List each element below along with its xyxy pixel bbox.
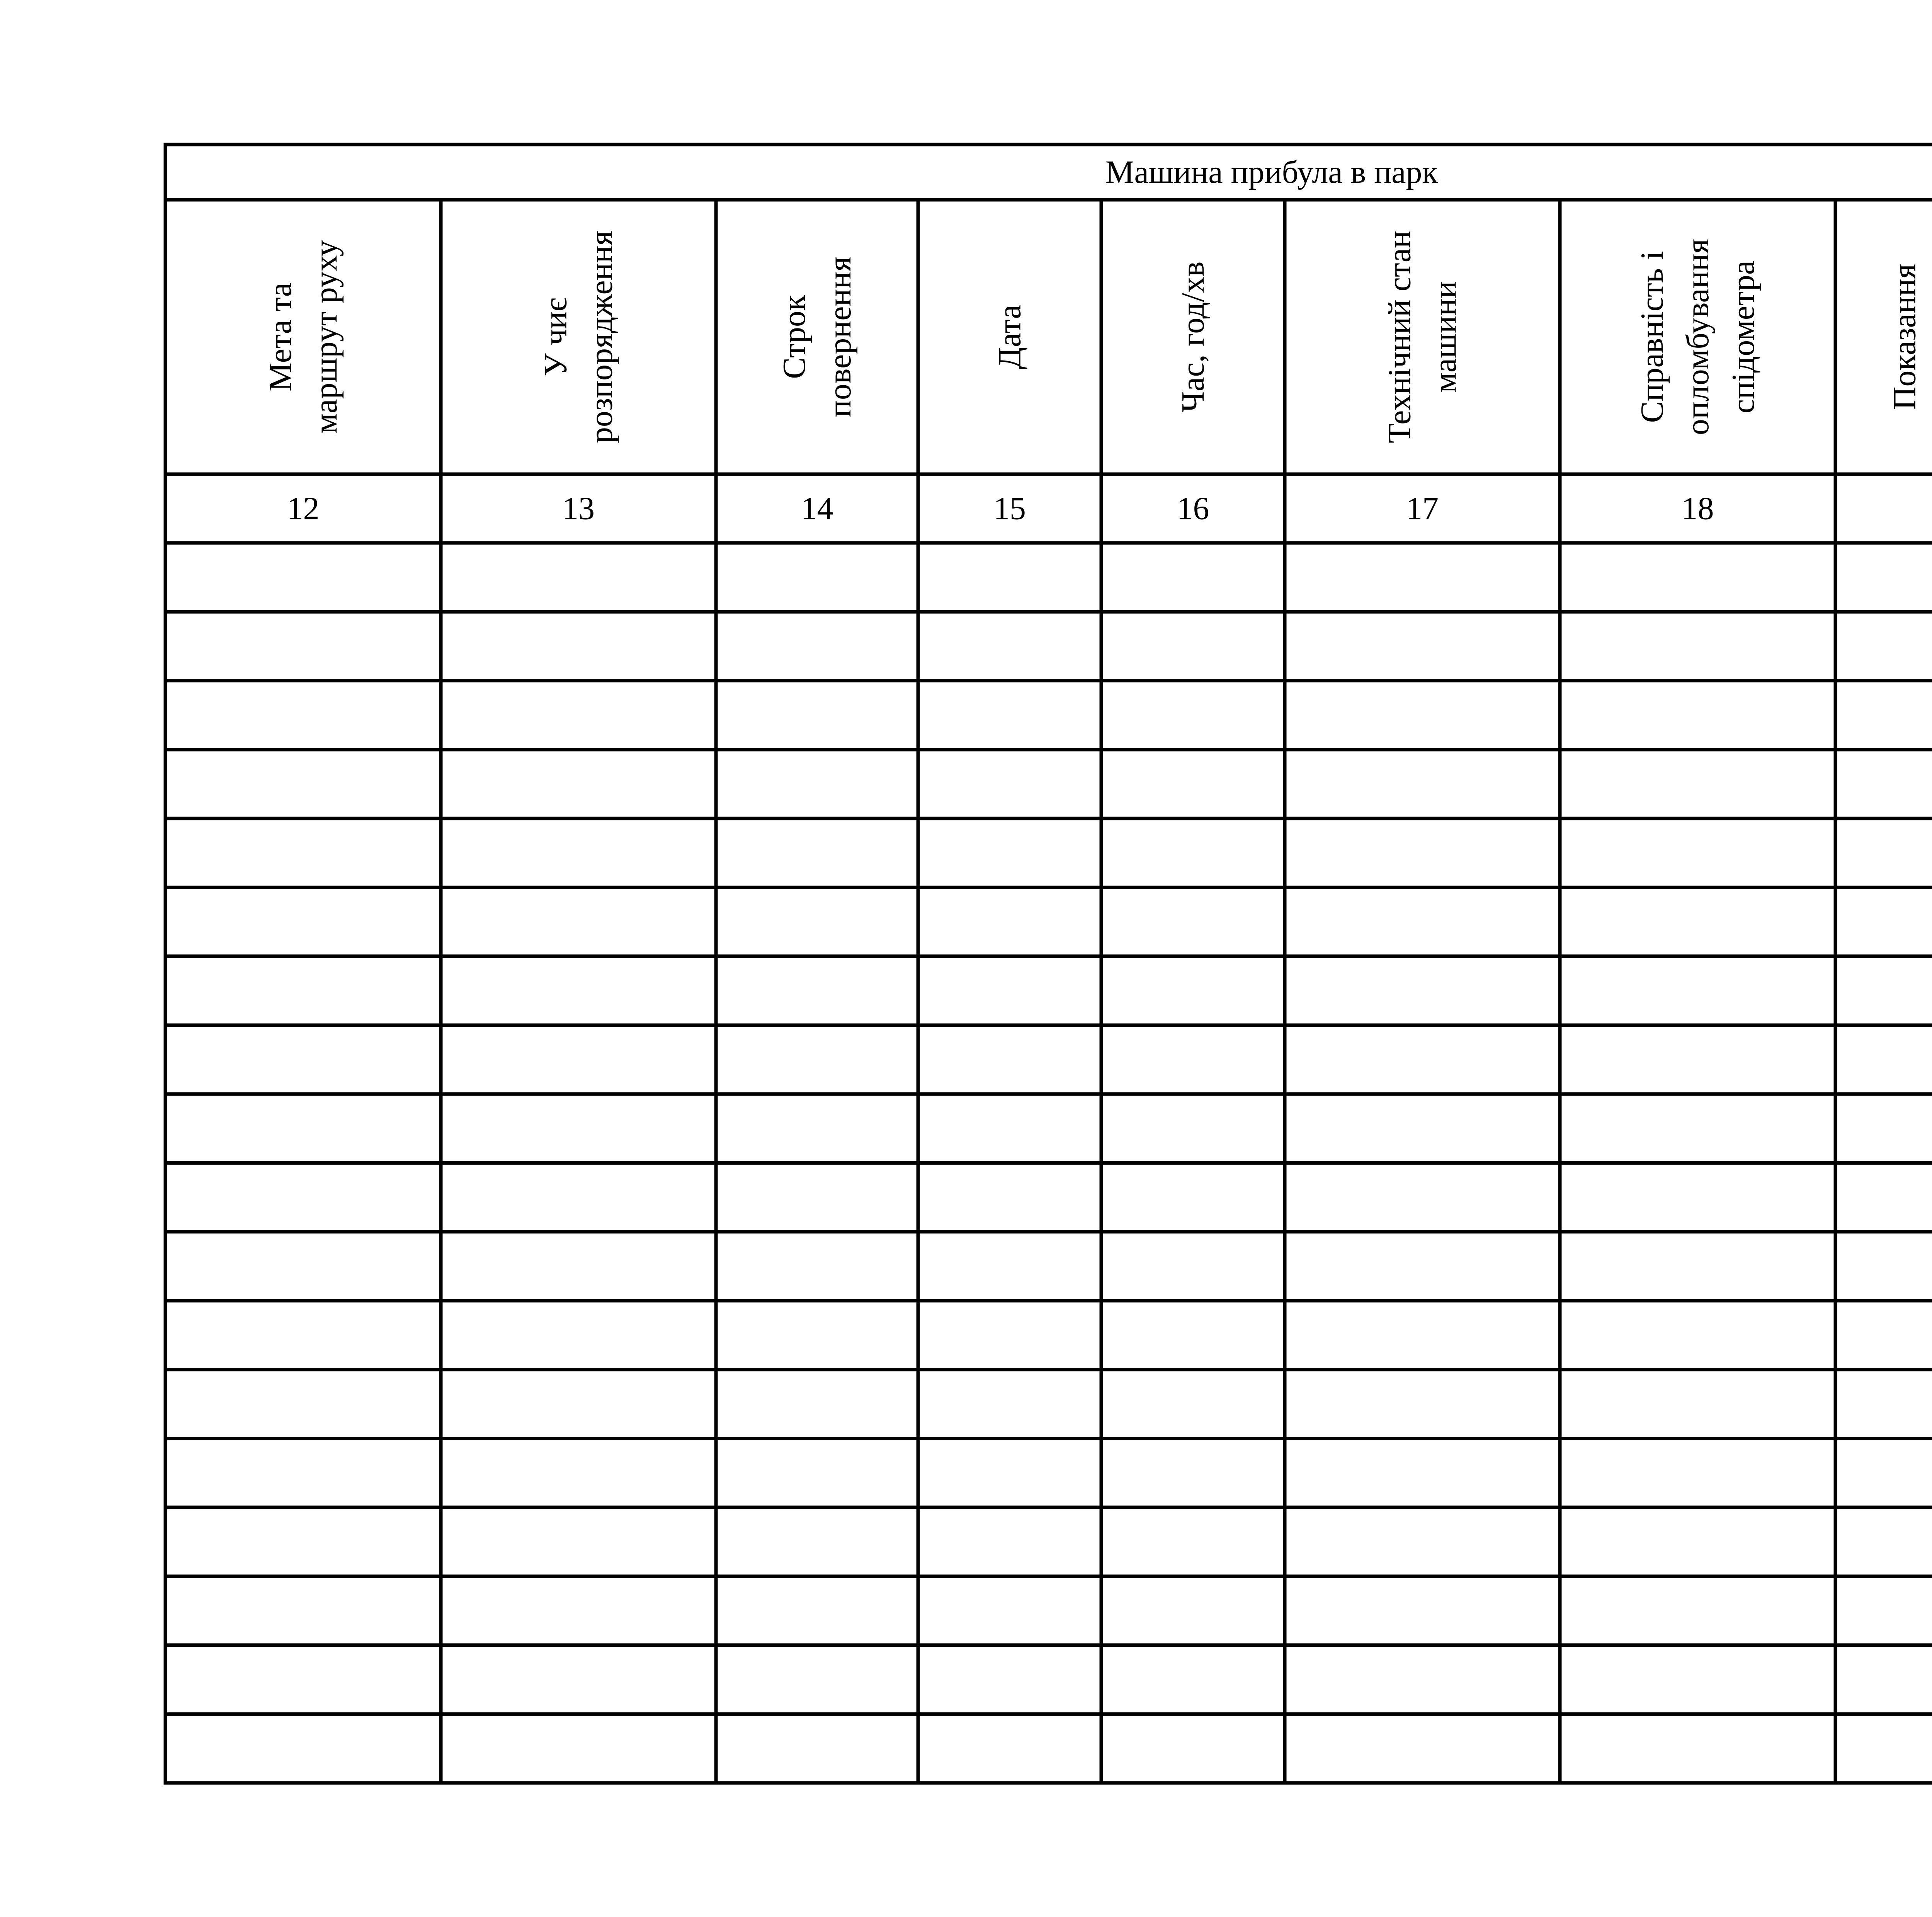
column-header-19 bbox=[1887, 254, 1932, 419]
column-header-line: Показання bbox=[1886, 264, 1923, 410]
column-header-14 bbox=[776, 257, 858, 417]
column-header-line: опломбування bbox=[1680, 238, 1716, 435]
column-header-16 bbox=[1175, 262, 1211, 413]
column-number-13: 13 bbox=[562, 490, 595, 527]
column-header-line: розпорядження bbox=[583, 230, 619, 444]
column-header-15 bbox=[992, 304, 1028, 369]
column-header-line: спідометра bbox=[1725, 260, 1761, 414]
column-number-18: 18 bbox=[1681, 490, 1714, 527]
column-header-18 bbox=[1634, 239, 1761, 435]
column-header-line: Технічний стан bbox=[1381, 231, 1418, 443]
column-header-line: машини bbox=[1427, 281, 1463, 393]
column-header-line: Строк bbox=[776, 295, 812, 379]
group-header-title: Машина прибула в парк bbox=[1105, 154, 1438, 190]
column-number-16: 16 bbox=[1177, 490, 1209, 527]
column-header-line: повернення bbox=[822, 256, 858, 418]
column-header-line: Час, год/хв bbox=[1175, 261, 1211, 413]
column-number-17: 17 bbox=[1406, 490, 1439, 527]
column-header-line: Мета та bbox=[262, 282, 298, 391]
column-header-13 bbox=[538, 231, 619, 443]
column-header-17 bbox=[1382, 231, 1463, 443]
column-header-line: маршрут руху bbox=[308, 240, 344, 434]
column-header-12 bbox=[262, 240, 344, 434]
column-number-14: 14 bbox=[801, 490, 833, 527]
column-header-line: Дата bbox=[992, 304, 1028, 369]
column-number-15: 15 bbox=[993, 490, 1026, 527]
column-header-line: Справність і bbox=[1634, 251, 1670, 423]
column-number-12: 12 bbox=[287, 490, 320, 527]
column-header-line: У чиє bbox=[537, 298, 574, 376]
